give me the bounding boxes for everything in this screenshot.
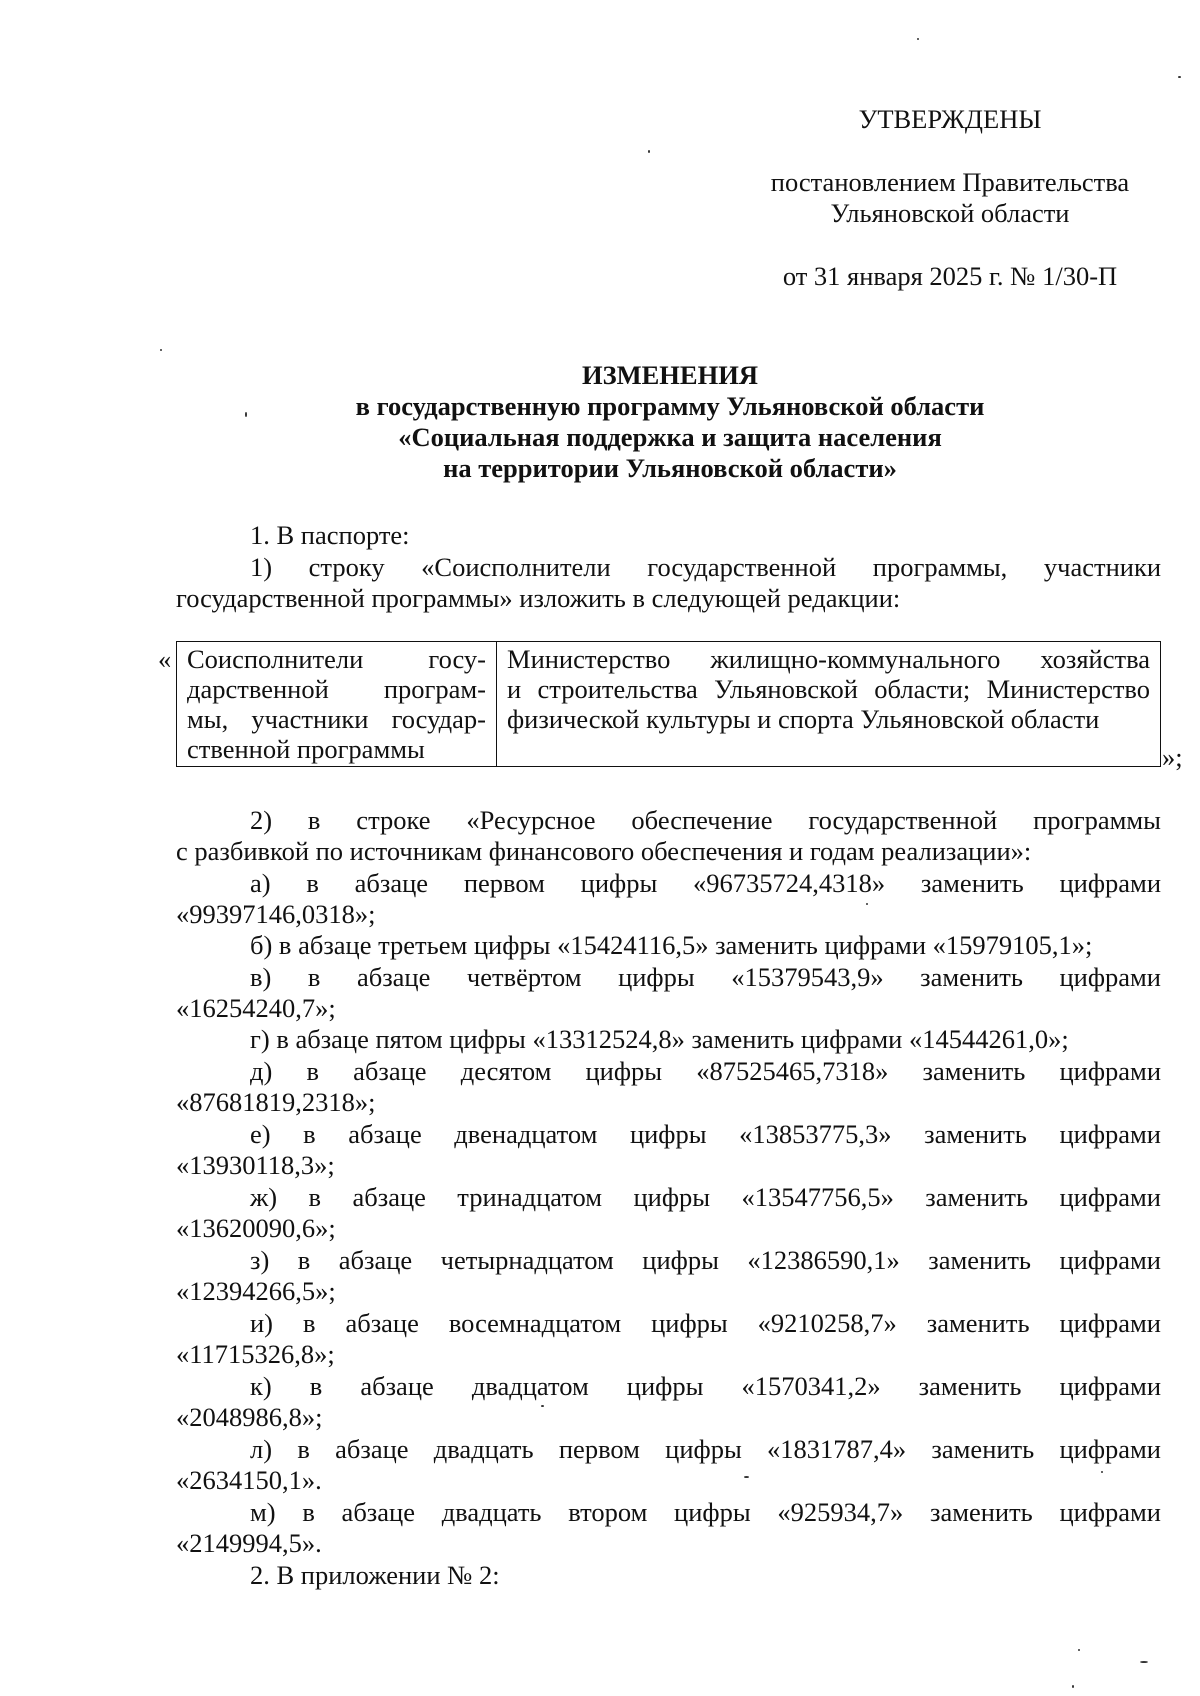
scan-speck (1101, 1471, 1103, 1473)
amendment-k-line-1: к) в абзаце двадцатом цифры «1570341,2» заменить цифрами (250, 1371, 1161, 1401)
amendment-k-line-2: «2048986,8»; (176, 1402, 323, 1432)
value-line: физической культуры и спорта Ульяновской области (507, 704, 1100, 734)
label-line: мы, участники государ- (187, 704, 486, 734)
amendment-i-line-1: и) в абзаце восемнадцатом цифры «9210258,7» заменить цифрами (250, 1308, 1161, 1338)
amendment-d-line-1: д) в абзаце десятом цифры «87525465,7318» заменить цифрами (250, 1056, 1161, 1086)
item-2-line-2: с разбивкой по источникам финансового обеспечения и годам реализации»: (176, 836, 1032, 866)
item-1-line-1: 1) строку «Соисполнители государственной программы, участники (250, 552, 1161, 582)
scan-speck (245, 412, 247, 417)
scan-speck (866, 903, 868, 905)
close-quote: »; (1162, 742, 1183, 772)
value-line: Министерство жилищно-коммунального хозяйства (507, 644, 1150, 674)
item-1-line-2: государственной программы» изложить в следующей редакции: (176, 583, 901, 613)
amendment-l-line-2: «2634150,1». (176, 1465, 322, 1495)
amendment-z-line-1: з) в абзаце четырнадцатом цифры «12386590,1» заменить цифрами (250, 1245, 1161, 1275)
amendment-g-line-1: г) в абзаце пятом цифры «13312524,8» заменить цифрами «14544261,0»; (250, 1024, 1069, 1054)
section-1-heading: 1. В паспорте: (250, 520, 410, 550)
open-quote: « (158, 644, 172, 674)
approval-status: УТВЕРЖДЕНЫ (858, 104, 1042, 134)
amendment-a-line-1: а) в абзаце первом цифры «96735724,4318» заменить цифрами (250, 868, 1161, 898)
passport-table (176, 641, 1161, 767)
title-line-2: «Социальная поддержка и защита населения (398, 422, 942, 452)
scan-speck (1140, 1661, 1148, 1663)
amendment-v-line-2: «16254240,7»; (176, 993, 336, 1023)
amendment-m-line-1: м) в абзаце двадцать втором цифры «925934,7» заменить цифрами (250, 1497, 1161, 1527)
amendment-z-line-2: «12394266,5»; (176, 1276, 336, 1306)
table-cell-value (497, 642, 1160, 766)
scan-speck (648, 150, 650, 153)
amendment-d-line-2: «87681819,2318»; (176, 1087, 376, 1117)
approval-line-1: постановлением Правительства (770, 167, 1130, 197)
amendment-zh-line-1: ж) в абзаце тринадцатом цифры «13547756,5» заменить цифрами (250, 1182, 1161, 1212)
amendment-a-line-2: «99397146,0318»; (176, 899, 376, 929)
document-title: ИЗМЕНЕНИЯ (582, 360, 758, 390)
amendment-m-line-2: «2149994,5». (176, 1528, 322, 1558)
amendment-e-line-1: е) в абзаце двенадцатом цифры «13853775,3» заменить цифрами (250, 1119, 1161, 1149)
amendment-b-line-1: б) в абзаце третьем цифры «15424116,5» заменить цифрами «15979105,1»; (250, 930, 1093, 960)
value-line: и строительства Ульяновской области; Министерство (507, 674, 1150, 704)
amendment-l-line-1: л) в абзаце двадцать первом цифры «1831787,4» заменить цифрами (250, 1434, 1161, 1464)
scan-speck (1078, 1649, 1080, 1651)
scan-speck (917, 38, 919, 40)
scan-speck (744, 1476, 749, 1478)
amendment-zh-line-2: «13620090,6»; (176, 1213, 336, 1243)
title-line-3: на территории Ульяновской области» (443, 453, 897, 483)
label-line: дарственной програм- (187, 674, 486, 704)
scan-speck (541, 1405, 544, 1407)
approval-line-2: Ульяновской области (830, 198, 1070, 228)
label-line: Соисполнители госу- (187, 644, 486, 674)
scan-speck (1072, 1685, 1074, 1688)
approval-date-number: от 31 января 2025 г. № 1/30-П (782, 261, 1118, 291)
item-2-line-1: 2) в строке «Ресурсное обеспечение государственной программы (250, 805, 1161, 835)
table-cell-label (177, 642, 497, 766)
scan-speck (160, 349, 162, 351)
amendment-i-line-2: «11715326,8»; (176, 1339, 335, 1369)
scan-speck (1178, 76, 1181, 78)
amendment-e-line-2: «13930118,3»; (176, 1150, 335, 1180)
label-line: ственной программы (187, 734, 425, 764)
section-2-heading: 2. В приложении № 2: (250, 1560, 500, 1590)
amendment-v-line-1: в) в абзаце четвёртом цифры «15379543,9» заменить цифрами (250, 962, 1161, 992)
title-line-1: в государственную программу Ульяновской области (355, 391, 985, 421)
